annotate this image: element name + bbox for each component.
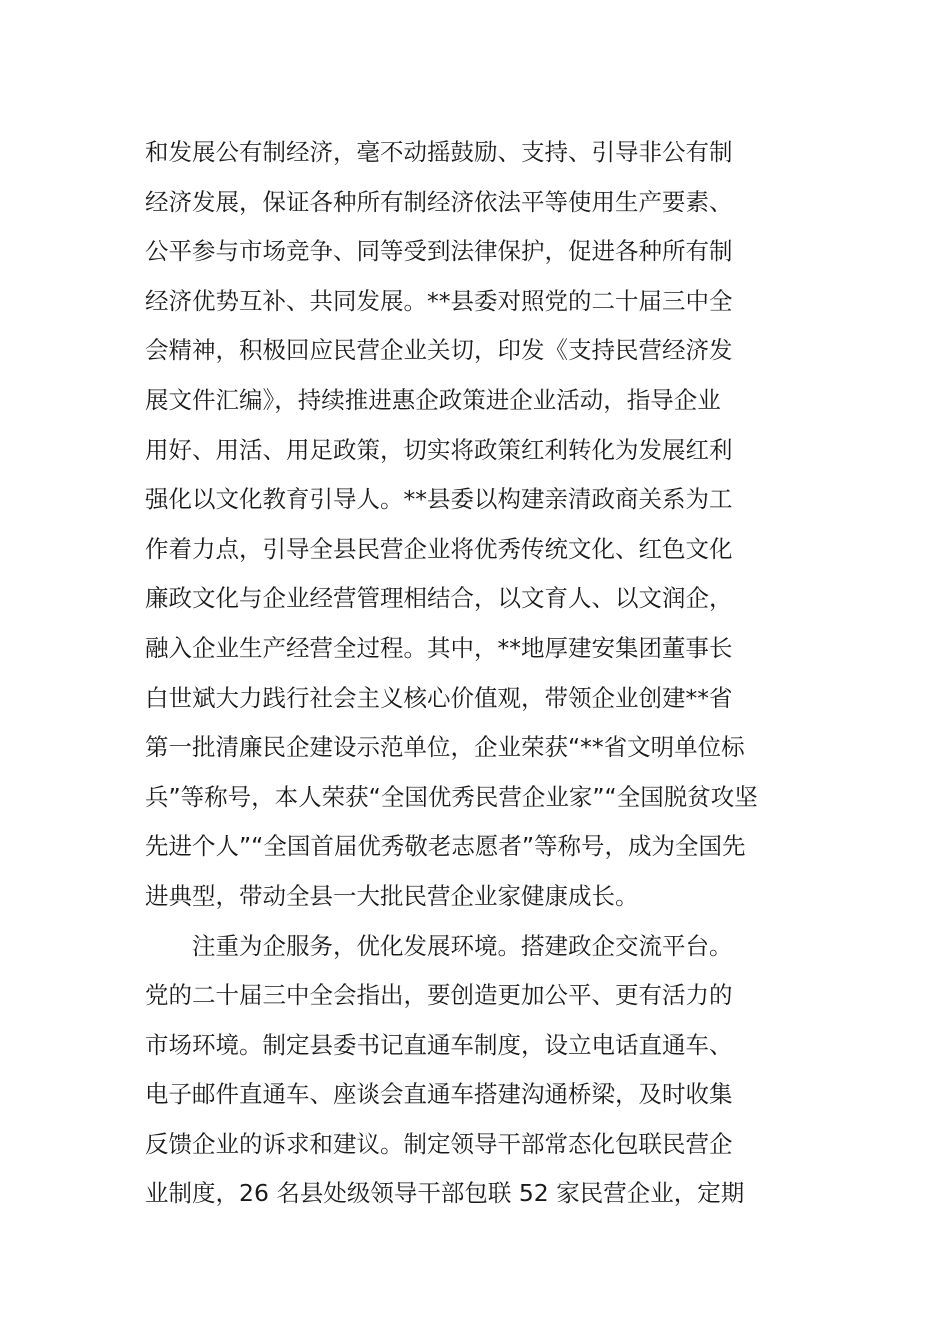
text-line: 白世斌大力践行社会主义核心价值观，带领企业创建**省 [145,683,733,712]
text-line: 电子邮件直通车、座谈会直通车搭建沟通桥梁，及时收集 [145,1080,733,1109]
text-line: 用好、用活、用足政策，切实将政策红利转化为发展红利 [145,435,733,464]
text-line: 廉政文化与企业经营管理相结合，以文育人、以文润企， [145,584,733,613]
text-line: 公平参与市场竞争、同等受到法律保护，促进各种所有制 [145,237,733,266]
text-line: 第一批清廉民企建设示范单位，企业荣获“**省文明单位标 [145,733,745,762]
text-line: 强化以文化教育引导人。**县委以构建亲清政商关系为工 [145,485,733,514]
text-line: 业制度，26 名县处级领导干部包联 52 家民营企业，定期 [145,1179,745,1208]
text-line: 市场环境。制定县委书记直通车制度，设立电话直通车、 [145,1030,733,1059]
paragraph-start-line: 注重为企服务，优化发展环境。搭建政企交流平台。 [192,931,733,960]
text-line: 作着力点，引导全县民营企业将优秀传统文化、红色文化 [145,534,733,563]
text-line: 反馈企业的诉求和建议。制定领导干部常态化包联民营企 [145,1129,733,1158]
text-line: 经济发展，保证各种所有制经济依法平等使用生产要素、 [145,187,733,216]
text-line: 兵”等称号，本人荣获“全国优秀民营企业家”“全国脱贫攻坚 [145,782,758,811]
text-line: 党的二十届三中全会指出，要创造更加公平、更有活力的 [145,981,733,1010]
body-text [145,128,815,1219]
text-line: 会精神，积极回应民营企业关切，印发《支持民营经济发 [145,336,733,365]
text-line: 展文件汇编》，持续推进惠企政策进企业活动，指导企业 [145,385,721,414]
text-line: 经济优势互补、共同发展。**县委对照党的二十届三中全 [145,286,733,315]
text-line: 融入企业生产经营全过程。其中，**地厚建安集团董事长 [145,633,733,662]
text-line: 和发展公有制经济，毫不动摇鼓励、支持、引导非公有制 [145,138,733,166]
text-line: 先进个人”“全国首届优秀敬老志愿者”等称号，成为全国先 [145,832,746,861]
text-line: 进典型，带动全县一大批民营企业家健康成长。 [145,881,639,910]
